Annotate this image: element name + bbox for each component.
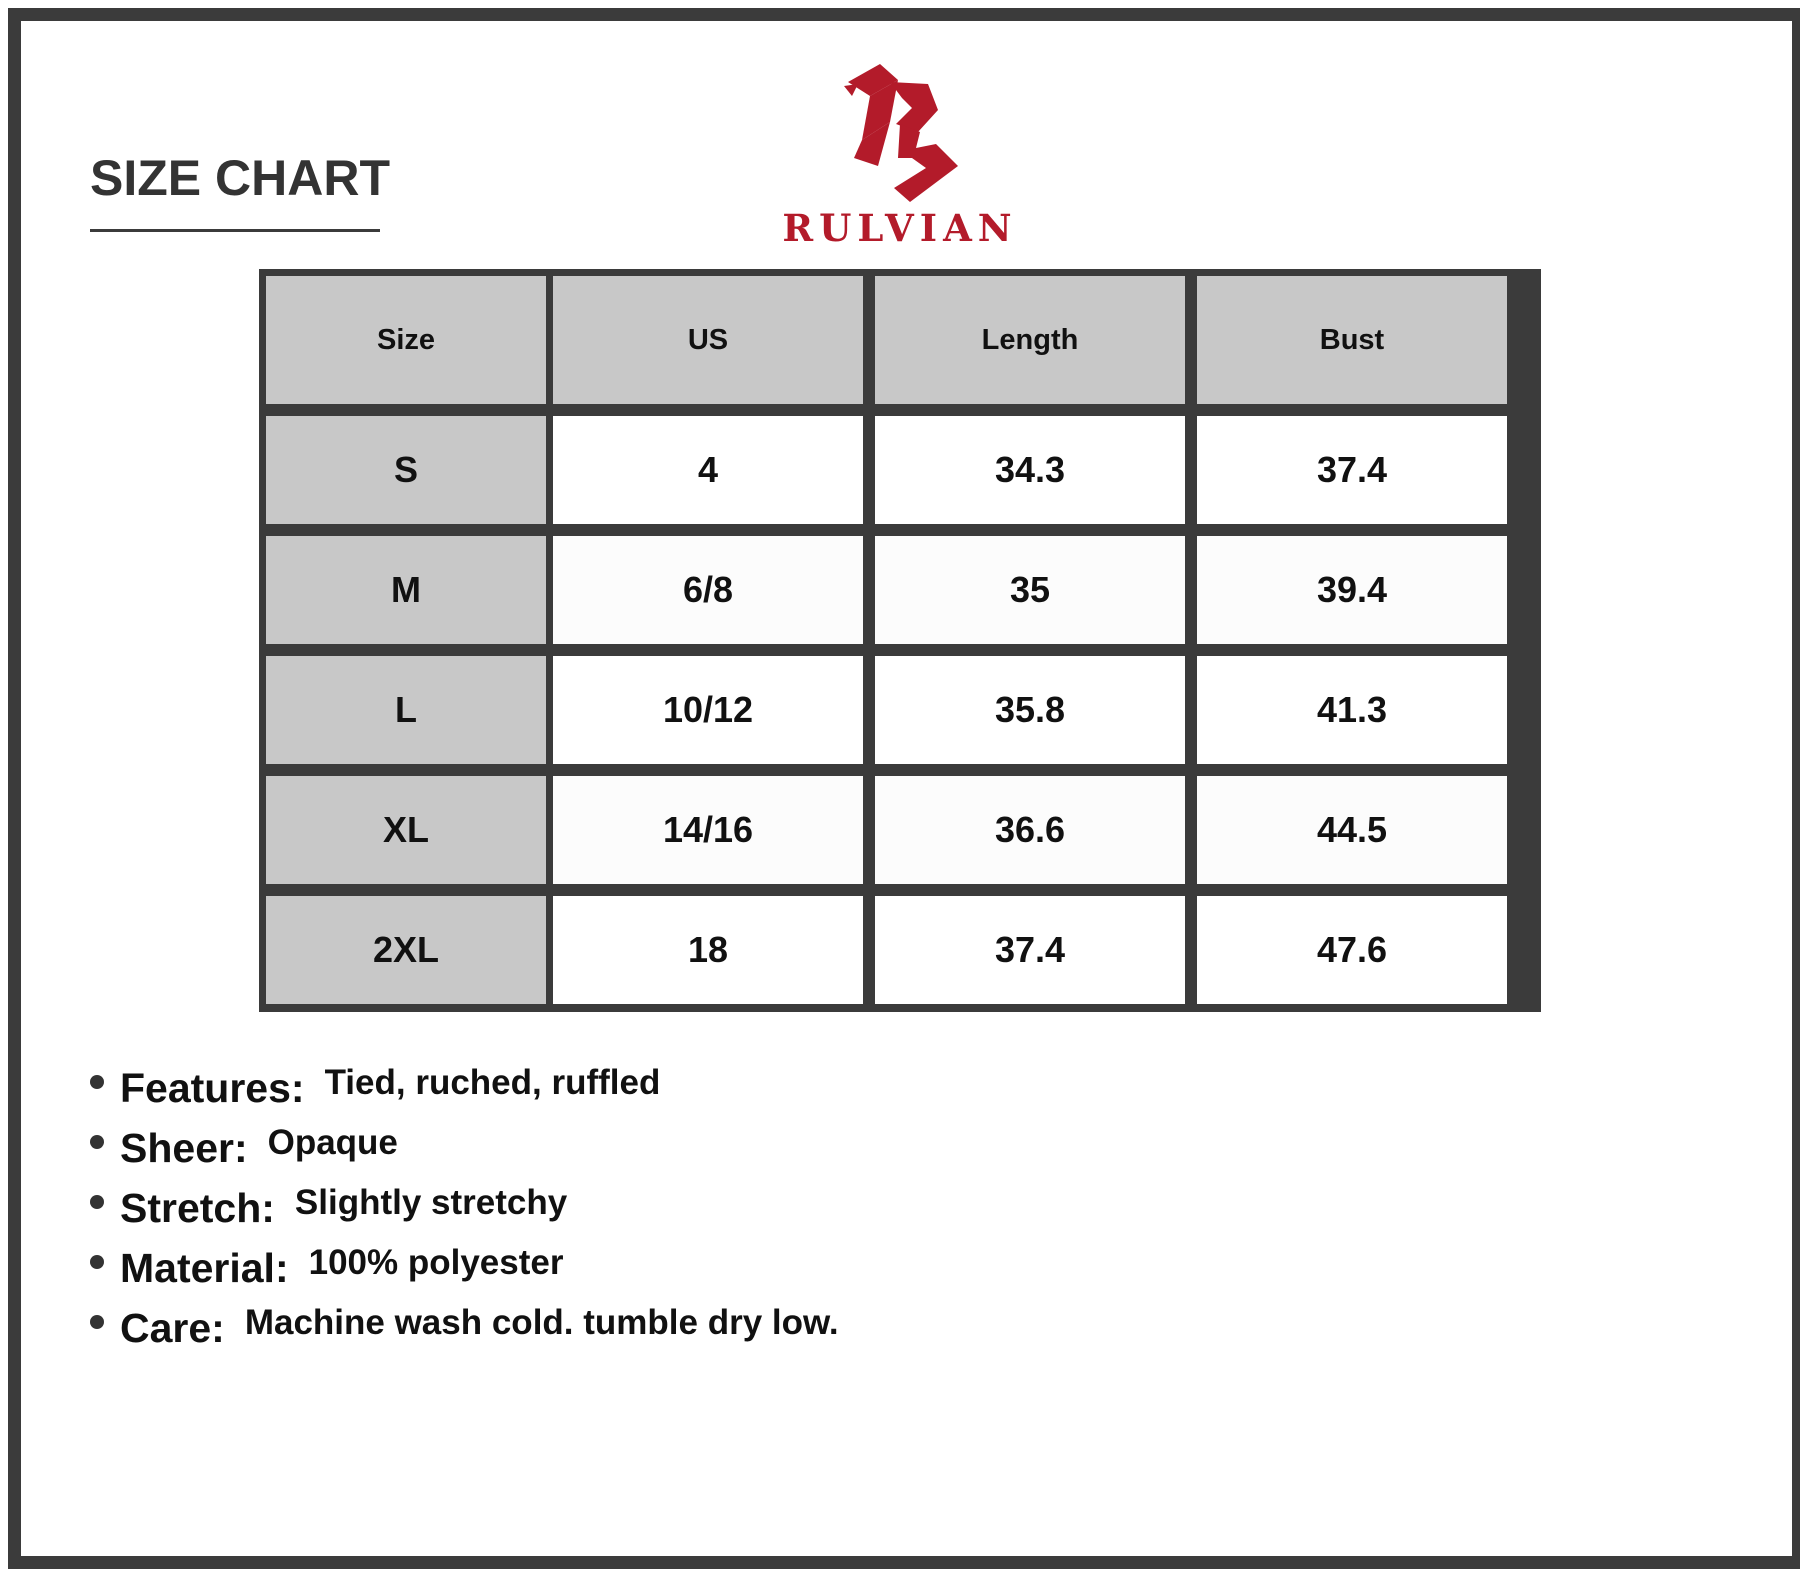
column-header: Length bbox=[875, 276, 1185, 404]
spec-value: 100% polyester bbox=[308, 1243, 564, 1282]
table-cell: 35 bbox=[875, 536, 1185, 644]
spec-value: Opaque bbox=[267, 1123, 398, 1162]
spec-value: Machine wash cold. tumble dry low. bbox=[244, 1303, 839, 1342]
column-header: US bbox=[553, 276, 863, 404]
spec-item bbox=[90, 1115, 398, 1175]
title-underline bbox=[90, 229, 380, 232]
spec-value: Tied, ruched, ruffled bbox=[324, 1063, 661, 1102]
table-cell: 36.6 bbox=[875, 776, 1185, 884]
size-label-cell: 2XL bbox=[266, 896, 546, 1004]
size-label-cell: M bbox=[266, 536, 546, 644]
column-header: Size bbox=[266, 276, 546, 404]
spec-label: Sheer: bbox=[120, 1124, 248, 1171]
spec-label: Features: bbox=[120, 1064, 305, 1111]
spec-item bbox=[90, 1175, 567, 1235]
table-cell: 10/12 bbox=[553, 656, 863, 764]
rulvian-r-logo-icon bbox=[840, 62, 960, 202]
brand-name: RULVIAN bbox=[782, 206, 1018, 250]
table-cell: 39.4 bbox=[1197, 536, 1507, 644]
spec-label: Stretch: bbox=[120, 1184, 275, 1231]
spec-label: Care: bbox=[120, 1304, 225, 1351]
table-cell: 37.4 bbox=[1197, 416, 1507, 524]
table-cell: 18 bbox=[553, 896, 863, 1004]
table-cell: 35.8 bbox=[875, 656, 1185, 764]
table-cell: 37.4 bbox=[875, 896, 1185, 1004]
bullet-icon bbox=[90, 1255, 104, 1269]
size-label-cell: S bbox=[266, 416, 546, 524]
column-header: Bust bbox=[1197, 276, 1507, 404]
table-cell: 44.5 bbox=[1197, 776, 1507, 884]
table-cell: 34.3 bbox=[875, 416, 1185, 524]
bullet-icon bbox=[90, 1315, 104, 1329]
spec-item bbox=[90, 1295, 839, 1355]
size-label-cell: L bbox=[266, 656, 546, 764]
table-cell: 41.3 bbox=[1197, 656, 1507, 764]
table-cell: 14/16 bbox=[553, 776, 863, 884]
table-cell: 47.6 bbox=[1197, 896, 1507, 1004]
bullet-icon bbox=[90, 1075, 104, 1089]
spec-label: Material: bbox=[120, 1244, 289, 1291]
spec-item bbox=[90, 1235, 563, 1295]
spec-item bbox=[90, 1055, 660, 1115]
bullet-icon bbox=[90, 1195, 104, 1209]
spec-value: Slightly stretchy bbox=[294, 1183, 568, 1222]
bullet-icon bbox=[90, 1135, 104, 1149]
brand-logo bbox=[780, 62, 1020, 252]
table-cell: 4 bbox=[553, 416, 863, 524]
table-cell: 6/8 bbox=[553, 536, 863, 644]
page-title: SIZE CHART bbox=[90, 150, 390, 206]
size-label-cell: XL bbox=[266, 776, 546, 884]
size-table bbox=[259, 269, 1541, 1012]
